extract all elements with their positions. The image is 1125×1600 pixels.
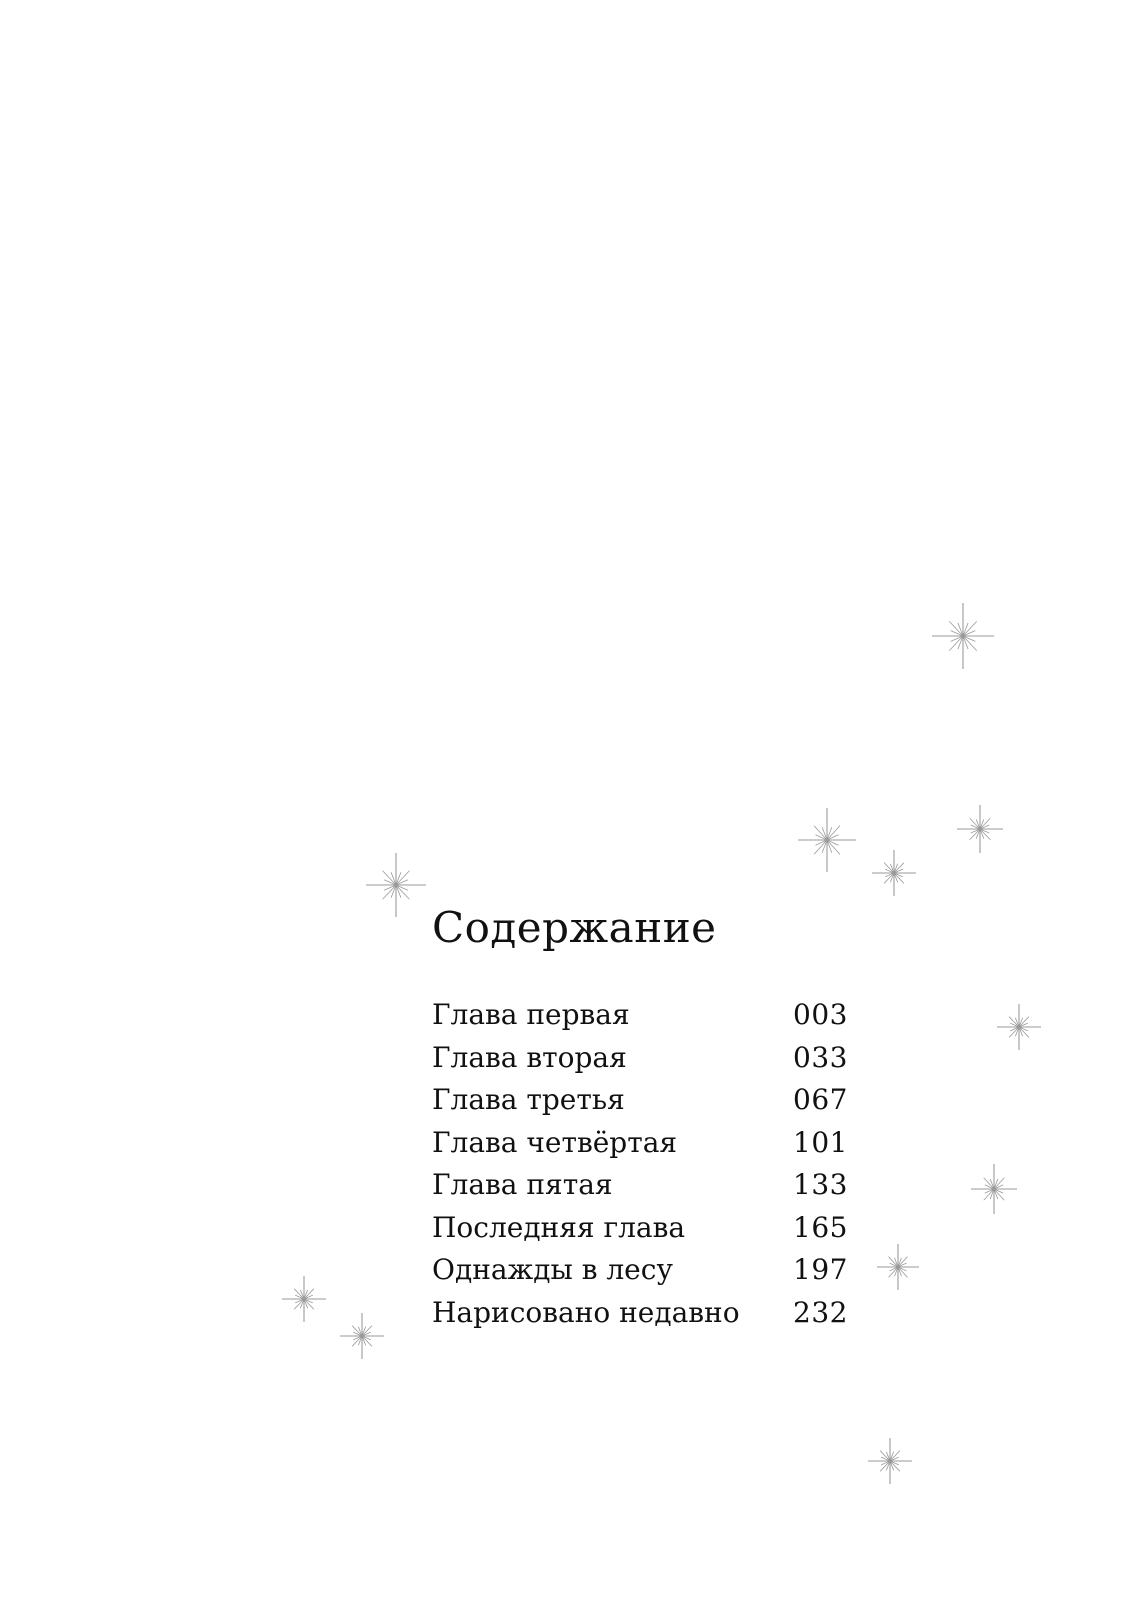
toc-entry-page: 197: [793, 1253, 848, 1286]
toc-entry[interactable]: [432, 1079, 848, 1122]
toc-entry-label: Глава первая: [432, 998, 630, 1031]
sparkle-icon: [971, 1164, 1017, 1214]
toc-entry-label: Глава четвёртая: [432, 1125, 678, 1159]
sparkle-icon: [282, 1276, 326, 1322]
sparkle-icon: [868, 1438, 912, 1484]
toc-entry-label: Глава третья: [432, 1083, 625, 1116]
sparkle-icon: [957, 805, 1003, 853]
table-of-contents: [432, 994, 848, 1334]
toc-entry[interactable]: [432, 994, 848, 1037]
toc-entry-label: Последняя глава: [432, 1210, 686, 1244]
toc-entry-page: 101: [793, 1125, 848, 1159]
sparkle-icon: [997, 1004, 1041, 1050]
sparkle-icon: [366, 853, 426, 917]
toc-entry[interactable]: [432, 1164, 848, 1207]
toc-entry-page: 165: [793, 1210, 848, 1244]
toc-entry-label: Однажды в лесу: [432, 1253, 673, 1286]
toc-entry-page: 033: [793, 1040, 848, 1074]
toc-entry-label: Глава вторая: [432, 1040, 627, 1074]
toc-entry-page: 133: [793, 1168, 848, 1201]
sparkle-icon: [872, 850, 916, 896]
sparkle-icon: [798, 808, 856, 872]
sparkle-icon: [340, 1313, 384, 1359]
toc-entry-label: Глава пятая: [432, 1168, 613, 1201]
toc-entry-page: 232: [793, 1295, 848, 1329]
toc-entry-page: 003: [793, 998, 848, 1031]
page-title: Содержание: [432, 903, 717, 952]
sparkle-icon: [932, 603, 994, 669]
toc-entry[interactable]: [432, 1207, 848, 1250]
toc-entry-page: 067: [793, 1083, 848, 1116]
toc-entry[interactable]: [432, 1249, 848, 1292]
sparkle-icon: [877, 1244, 919, 1290]
toc-entry[interactable]: [432, 1292, 848, 1335]
toc-entry[interactable]: [432, 1122, 848, 1165]
toc-entry-label: Нарисовано недавно: [432, 1295, 740, 1329]
toc-entry[interactable]: [432, 1037, 848, 1080]
